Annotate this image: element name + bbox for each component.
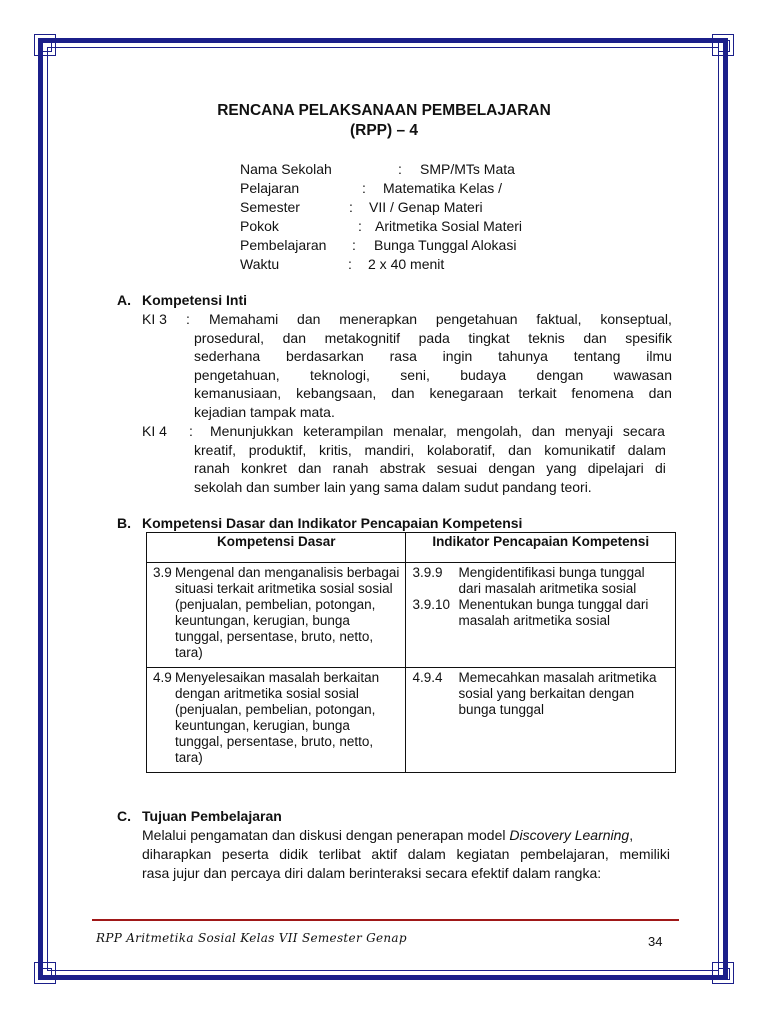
corner-ornament-bottom-right — [712, 962, 734, 984]
corner-ornament-bottom-left — [34, 962, 56, 984]
indicator-cell — [406, 563, 676, 668]
objective-line: rasa jujur dan percaya diri dalam berinteraksi secara efektif dalam rangka: — [142, 865, 602, 881]
kd-number: 3.9 — [153, 565, 172, 580]
kd-text: Mengenal dan menganalisis berbagai situasi terkait aritmetika sosial sosial (penjualan, pembelian, potongan, keuntungan, kerugian, bunga tunggal, persentase, bruto, netto, tara) — [175, 565, 400, 660]
section-letter: B. — [117, 515, 131, 531]
identity-value: Aritmetika Sosial Materi — [375, 218, 523, 234]
corner-ornament-top-left — [34, 34, 56, 56]
ki3-label: KI 3 — [142, 311, 167, 327]
indicator-text: Menentukan bunga tunggal dari masalah aritmetika sosial — [458, 597, 649, 628]
document-subtitle: (RPP) – 4 — [349, 122, 419, 139]
indicator-cell — [406, 668, 676, 773]
identity-separator: : — [358, 218, 362, 234]
ki4-label: KI 4 — [142, 423, 167, 439]
ki4-line: Menunjukkan keterampilan menalar, mengolah, dan menyaji secara — [210, 423, 665, 439]
corner-ornament-top-right — [712, 34, 734, 56]
column-header-kd: Kompetensi Dasar — [147, 533, 406, 563]
ki3-line: sederhana berdasarkan rasa ingin tahunya tentang ilmu — [194, 348, 672, 365]
model-name: Discovery Learning — [509, 827, 630, 843]
section-c-heading — [117, 807, 282, 825]
indicator-text: Memecahkan masalah aritmetika sosial yang berkaitan dengan bunga tunggal — [458, 670, 657, 717]
ki3-line: kemanusiaan, kebangsaan, dan kenegaraan terkait fenomena dan — [194, 385, 672, 402]
identity-separator: : — [362, 180, 366, 196]
identity-label: Pelajaran — [240, 180, 300, 196]
kd-item — [153, 565, 399, 661]
section-letter: A. — [117, 292, 131, 308]
kd-item — [153, 670, 399, 766]
identity-label: Pokok — [240, 218, 279, 234]
section-title: Kompetensi Inti — [142, 292, 248, 308]
table-row — [147, 668, 676, 773]
ki3-line: Memahami dan menerapkan pengetahuan faktual, konseptual, — [209, 311, 672, 327]
footer-rule — [92, 919, 679, 921]
kd-text: Menyelesaikan masalah berkaitan dengan aritmetika sosial sosial (penjualan, pembelian, potongan, keuntungan, kerugian, bunga tunggal, persentase, bruto, netto, tara) — [175, 670, 380, 765]
indicator-number: 3.9.9 — [412, 565, 443, 580]
identity-separator: : — [398, 161, 402, 177]
objective-punctuation: , — [629, 827, 634, 843]
indicator-item — [412, 597, 669, 629]
identity-value: Matematika Kelas / — [383, 180, 503, 196]
identity-separator: : — [352, 237, 356, 253]
kd-cell — [147, 668, 406, 773]
identity-label: Nama Sekolah — [240, 161, 332, 177]
indicator-item — [412, 565, 669, 597]
identity-value: 2 x 40 menit — [368, 256, 445, 272]
identity-separator: : — [349, 199, 353, 215]
section-letter: C. — [117, 808, 131, 824]
objective-text: Melalui pengamatan dan diskusi dengan penerapan model — [142, 827, 510, 843]
ki3-separator: : — [186, 311, 190, 327]
page-number: 34 — [648, 934, 663, 949]
identity-label: Pembelajaran — [240, 237, 327, 253]
document-title: RENCANA PELAKSANAAN PEMBELAJARAN — [217, 102, 551, 119]
ki3-line: prosedural, dan metakognitif pada tingkat teknis dan spesifik — [194, 329, 672, 346]
identity-value: SMP/MTs Mata — [420, 161, 515, 177]
identity-label: Semester — [240, 199, 300, 215]
table-row — [147, 563, 676, 668]
ki4-line: ranah konkret dan ranah abstrak sesuai dengan yang dipelajari di — [194, 460, 666, 477]
ki4-line: sekolah dan sumber lain yang sama dalam sudut pandang teori. — [194, 478, 592, 495]
identity-separator: : — [348, 256, 352, 272]
footer-title: RPP Aritmetika Sosial Kelas VII Semester Genap — [96, 931, 407, 945]
ki4-text — [210, 422, 665, 441]
ki3-text — [209, 310, 672, 329]
indicator-text: Mengidentifikasi bunga tunggal dari masalah aritmetika sosial — [458, 565, 645, 596]
objective-line: diharapkan peserta didik terlibat aktif dalam kegiatan pembelajaran, memiliki — [142, 846, 670, 862]
competency-table — [146, 532, 676, 773]
ki4-separator: : — [189, 423, 193, 439]
section-a-heading — [117, 291, 247, 309]
section-b-heading — [117, 514, 522, 532]
identity-label: Waktu — [240, 256, 280, 272]
ki3-text-continued — [194, 329, 672, 422]
ki3-line: pengetahuan, teknologi, seni, budaya dengan wawasan — [194, 366, 672, 383]
objective-paragraph — [142, 826, 670, 883]
identity-value: VII / Genap Materi — [369, 199, 483, 215]
indicator-number: 3.9.10 — [412, 597, 450, 612]
objective-line — [142, 826, 670, 845]
ki4-line: kreatif, produktif, kritis, mandiri, kolaboratif, dan komunikatif dalam — [194, 441, 666, 458]
kd-cell — [147, 563, 406, 668]
indicator-number: 4.9.4 — [412, 670, 443, 685]
identity-value: Bunga Tunggal Alokasi — [374, 237, 517, 253]
column-header-indicator: Indikator Pencapaian Kompetensi — [406, 533, 676, 563]
section-title: Tujuan Pembelajaran — [142, 808, 282, 824]
ki4-text-continued — [194, 441, 666, 497]
ki3-line: kejadian tampak mata. — [194, 403, 335, 420]
table-header-row — [147, 533, 676, 563]
indicator-item — [412, 670, 669, 718]
section-title: Kompetensi Dasar dan Indikator Pencapaian Kompetensi — [142, 515, 523, 531]
kd-number: 4.9 — [153, 670, 172, 685]
